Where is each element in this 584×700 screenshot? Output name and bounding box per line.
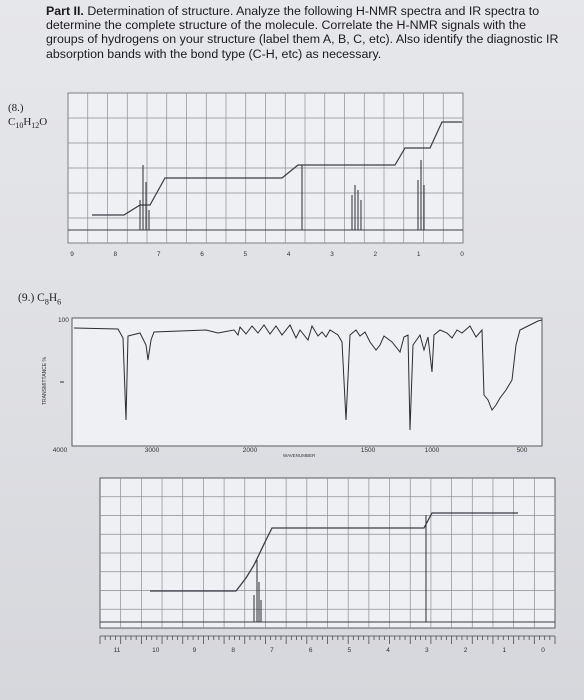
nmr9-tick-label: 5 <box>347 647 352 654</box>
nmr-spectrum-8 <box>68 93 464 258</box>
ir-tick-label: 1000 <box>424 447 440 454</box>
nmr8-tick-label: 0 <box>460 251 464 258</box>
nmr9-tick-label: 6 <box>308 647 313 654</box>
nmr9-tick-label: 0 <box>541 647 545 654</box>
problem-9-label: (9.) $C_8H_6$ <box>18 292 62 307</box>
nmr8-tick-label: 7 <box>156 251 161 258</box>
nmr8-tick-label: 9 <box>70 251 74 258</box>
nmr8-tick-label: 2 <box>373 251 378 258</box>
nmr8-tick-label: 6 <box>200 251 204 258</box>
nmr8-tick-label: 8 <box>113 251 118 258</box>
instructions-text: Determination of structure. Analyze the following H-NMR spectra and IR spectra to determine the complete structure of the molecule. Correlate the H-NMR signals with the groups of hydrogens on your structure (label them A, B, C, etc). Also identify the diagnostic IR absorption bands with the bond type (C-H, etc) as necessary. <box>46 4 559 61</box>
ir-ylabel: TRANSMITTANCE % <box>42 357 48 405</box>
nmr9-tick-label: 7 <box>270 647 274 654</box>
nmr8-tick-label: 5 <box>243 251 248 258</box>
nmr8-grid <box>68 93 463 243</box>
problem-8-number: (8.) <box>8 102 24 114</box>
nmr9-tick-label: 2 <box>463 647 468 654</box>
ir-tick-label: 2000 <box>242 447 258 454</box>
ir-tick-label: 3000 <box>144 447 160 454</box>
nmr8-tick-label: 3 <box>330 251 334 258</box>
nmr9-tick-label: 4 <box>386 647 390 654</box>
problem-8-formula: $C_{10}H_{12}O$ <box>8 116 48 131</box>
ir-top-tick: 100 <box>58 317 69 324</box>
nmr9-tick-label: 9 <box>192 647 197 654</box>
nmr9-tick-label: 10 <box>152 647 160 654</box>
nmr9-tick-label: 3 <box>425 647 429 654</box>
nmr9-tick-label: 1 <box>502 647 507 654</box>
nmr8-tick-label: 1 <box>416 251 421 258</box>
nmr8-tick-label: 4 <box>286 251 291 258</box>
ir-tick-label: 1500 <box>360 447 376 454</box>
nmr9-ruler <box>100 636 555 644</box>
part-label: Part II. <box>46 4 84 18</box>
nmr-spectrum-9 <box>100 478 555 654</box>
ir-spectrum-9 <box>42 317 542 458</box>
nmr9-tick-labels <box>114 647 546 654</box>
nmr9-tick-label: 11 <box>113 647 121 654</box>
ir-tick-label: 500 <box>516 447 528 454</box>
ir-xlabel: WAVENUMBER <box>283 453 316 458</box>
nmr9-tick-label: 8 <box>231 647 235 654</box>
nmr8-tick-labels <box>70 251 464 258</box>
ir-tick-label: 4000 <box>52 447 68 454</box>
